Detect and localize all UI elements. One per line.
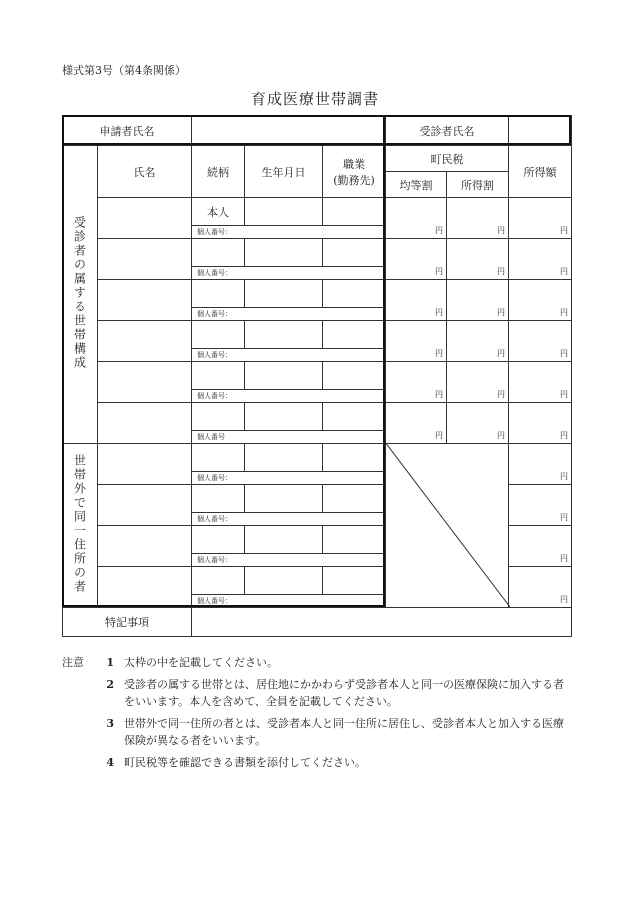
remarks-field[interactable] bbox=[192, 608, 572, 637]
income-levy-field[interactable]: 円 bbox=[447, 280, 509, 321]
member-occupation-field[interactable] bbox=[323, 198, 386, 226]
member-occupation-field[interactable] bbox=[323, 362, 386, 390]
member-relation-field[interactable] bbox=[192, 239, 245, 267]
per-capita-field[interactable]: 円 bbox=[386, 403, 447, 444]
member-occupation-field[interactable] bbox=[323, 280, 386, 308]
col-occupation-main: 職業 bbox=[343, 157, 365, 171]
member-relation-field: 本人 bbox=[192, 198, 245, 226]
col-name: 氏名 bbox=[98, 146, 192, 198]
other-name-field[interactable] bbox=[98, 444, 192, 485]
my-number-field[interactable]: 個人番号： bbox=[192, 472, 386, 485]
member-relation-field[interactable] bbox=[192, 362, 245, 390]
note-text: 太枠の中を記載してください。 bbox=[124, 656, 278, 669]
income-levy-field[interactable]: 円 bbox=[447, 239, 509, 280]
other-relation-field[interactable] bbox=[192, 444, 245, 472]
income-levy-field[interactable]: 円 bbox=[447, 198, 509, 239]
note-item bbox=[62, 754, 572, 771]
per-capita-field[interactable]: 円 bbox=[386, 239, 447, 280]
col-town-tax: 町民税 bbox=[386, 146, 509, 172]
col-occupation-sub: (勤務先) bbox=[333, 173, 375, 187]
member-name-field[interactable] bbox=[98, 362, 192, 403]
member-birthdate-field[interactable] bbox=[245, 280, 323, 308]
other-birthdate-field[interactable] bbox=[245, 567, 323, 595]
note-item bbox=[62, 676, 572, 710]
household-section-text: 受診者の属する世帯構成 bbox=[72, 216, 87, 370]
other-relation-field[interactable] bbox=[192, 526, 245, 554]
my-number-field[interactable]: 個人番号： bbox=[192, 390, 386, 403]
col-income-levy: 所得割 bbox=[447, 172, 509, 198]
form-number: 様式第3号（第4条関係） bbox=[62, 64, 186, 77]
other-birthdate-field[interactable] bbox=[245, 526, 323, 554]
other-relation-field[interactable] bbox=[192, 567, 245, 595]
household-section-label bbox=[63, 146, 98, 444]
remarks-label: 特記事項 bbox=[63, 608, 192, 637]
member-relation-field[interactable] bbox=[192, 280, 245, 308]
member-name-field[interactable] bbox=[98, 280, 192, 321]
col-income: 所得額 bbox=[509, 146, 572, 198]
my-number-field[interactable]: 個人番号： bbox=[192, 226, 386, 239]
other-occupation-field[interactable] bbox=[323, 444, 386, 472]
my-number-field[interactable]: 個人番号： bbox=[192, 308, 386, 321]
same-address-section-label bbox=[63, 444, 98, 608]
my-number-field[interactable]: 個人番号： bbox=[192, 554, 386, 567]
member-name-field[interactable] bbox=[98, 198, 192, 239]
page-title: 育成医療世帯調書 bbox=[250, 90, 379, 108]
patient-name-field[interactable] bbox=[509, 116, 572, 146]
income-field[interactable]: 円 bbox=[509, 362, 572, 403]
note-number: 2 bbox=[106, 678, 114, 691]
household-table bbox=[62, 115, 572, 637]
note-number: 1 bbox=[106, 656, 114, 669]
applicant-name-field[interactable] bbox=[192, 116, 386, 146]
member-occupation-field[interactable] bbox=[323, 321, 386, 349]
member-birthdate-field[interactable] bbox=[245, 198, 323, 226]
other-income-field[interactable]: 円 bbox=[509, 485, 572, 526]
other-income-field[interactable]: 円 bbox=[509, 444, 572, 485]
note-number: 3 bbox=[106, 717, 114, 730]
my-number-field[interactable]: 個人番号： bbox=[192, 267, 386, 280]
income-levy-field[interactable]: 円 bbox=[447, 362, 509, 403]
notes-heading: 注意 bbox=[62, 656, 84, 669]
member-occupation-field[interactable] bbox=[323, 239, 386, 267]
per-capita-field[interactable]: 円 bbox=[386, 362, 447, 403]
col-occupation bbox=[323, 146, 386, 198]
income-field[interactable]: 円 bbox=[509, 280, 572, 321]
member-birthdate-field[interactable] bbox=[245, 321, 323, 349]
note-text: 町民税等を確認できる書類を添付してください。 bbox=[124, 756, 366, 769]
note-item bbox=[62, 715, 572, 749]
col-relation: 続柄 bbox=[192, 146, 245, 198]
other-occupation-field[interactable] bbox=[323, 567, 386, 595]
other-birthdate-field[interactable] bbox=[245, 444, 323, 472]
member-birthdate-field[interactable] bbox=[245, 403, 323, 431]
other-occupation-field[interactable] bbox=[323, 485, 386, 513]
other-name-field[interactable] bbox=[98, 485, 192, 526]
other-birthdate-field[interactable] bbox=[245, 485, 323, 513]
my-number-field[interactable]: 個人番号： bbox=[192, 595, 386, 608]
income-levy-field[interactable]: 円 bbox=[447, 403, 509, 444]
other-name-field[interactable] bbox=[98, 526, 192, 567]
other-income-field[interactable]: 円 bbox=[509, 526, 572, 567]
my-number-field[interactable]: 個人番号： bbox=[192, 349, 386, 362]
my-number-field[interactable]: 個人番号： bbox=[192, 513, 386, 526]
same-address-section-text: 世帯外で同一住所の者 bbox=[72, 454, 87, 594]
col-per-capita: 均等割 bbox=[386, 172, 447, 198]
per-capita-field[interactable]: 円 bbox=[386, 280, 447, 321]
applicant-label: 申請者氏名 bbox=[63, 116, 192, 146]
member-name-field[interactable] bbox=[98, 403, 192, 444]
member-name-field[interactable] bbox=[98, 321, 192, 362]
other-relation-field[interactable] bbox=[192, 485, 245, 513]
tax-na-area bbox=[386, 444, 509, 608]
col-birthdate: 生年月日 bbox=[245, 146, 323, 198]
other-income-field[interactable]: 円 bbox=[509, 567, 572, 608]
income-field[interactable]: 円 bbox=[509, 321, 572, 362]
note-text: 世帯外で同一住所の者とは、受診者本人と同一住所に居住し、受診者本人と加入する医療保険が異なる者をいいます。 bbox=[124, 717, 564, 747]
member-birthdate-field[interactable] bbox=[245, 362, 323, 390]
per-capita-field[interactable]: 円 bbox=[386, 198, 447, 239]
member-birthdate-field[interactable] bbox=[245, 239, 323, 267]
income-field[interactable]: 円 bbox=[509, 239, 572, 280]
note-text: 受診者の属する世帯とは、居住地にかかわらず受診者本人と同一の医療保険に加入する者をいいます。本人を含めて、全員を記載してください。 bbox=[124, 678, 564, 708]
income-levy-field[interactable]: 円 bbox=[447, 321, 509, 362]
member-relation-field[interactable] bbox=[192, 321, 245, 349]
income-field[interactable]: 円 bbox=[509, 198, 572, 239]
my-number-field[interactable]: 個人番号 bbox=[192, 431, 386, 444]
notes bbox=[62, 654, 572, 776]
member-occupation-field[interactable] bbox=[323, 403, 386, 431]
member-name-field[interactable] bbox=[98, 239, 192, 280]
per-capita-field[interactable]: 円 bbox=[386, 321, 447, 362]
note-number: 4 bbox=[106, 756, 114, 769]
income-field[interactable]: 円 bbox=[509, 403, 572, 444]
other-occupation-field[interactable] bbox=[323, 526, 386, 554]
member-relation-field[interactable] bbox=[192, 403, 245, 431]
other-name-field[interactable] bbox=[98, 567, 192, 608]
patient-label: 受診者氏名 bbox=[386, 116, 509, 146]
note-item bbox=[62, 654, 572, 671]
